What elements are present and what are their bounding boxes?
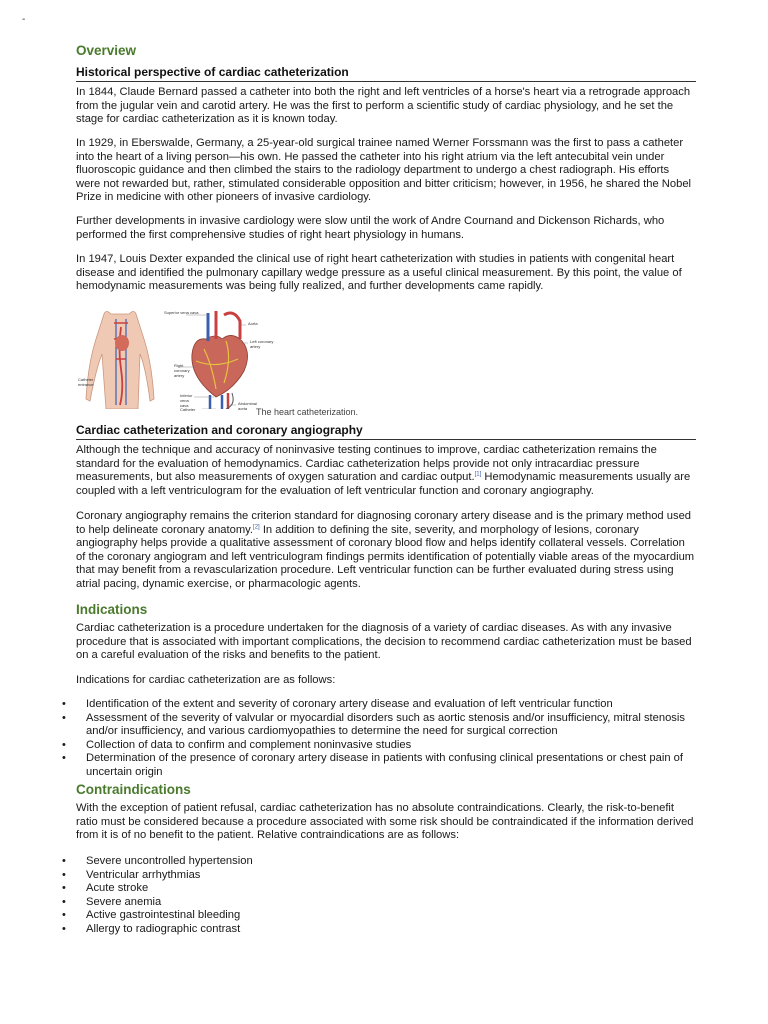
overview-heading: Overview — [76, 43, 137, 58]
list-item: • Active gastrointestinal bleeding — [76, 909, 696, 923]
indications-paragraph-2: Indications for cardiac catheterization are as follows: — [76, 674, 336, 686]
indications-paragraph-1: Cardiac catheterization is a procedure undertaken for the diagnosis of a variety of cardiac diseases. As with any invasive procedure that is associated with important complications, the decision to recommend cardiac catheterization must be based on a careful evaluation of the risks and benefits to the patient. — [76, 622, 692, 662]
list-item: • Allergy to radiographic contrast — [76, 923, 696, 937]
list-item: • Acute stroke — [76, 882, 696, 896]
label-catheter: Catheter — [180, 407, 196, 412]
label-ivc: Inferior vena cava — [180, 393, 193, 408]
list-item: • Severe anemia — [76, 896, 696, 910]
label-aorta: Aorta — [248, 321, 258, 326]
contraindications-paragraph-1: With the exception of patient refusal, cardiac catheterization has no absolute contraindications. Clearly, the risk-to-benefit ratio must be considered because a procedure associated with some risk should be contraindicated if the information derived from it is of no benefit to the patient. Relative contraindications are as follows: — [76, 802, 694, 842]
label-abdominal-aorta: Abdominal aorta — [238, 401, 257, 411]
angiography-subheading: Cardiac catheterization and coronary angiography — [76, 423, 696, 440]
list-item: • Severe uncontrolled hypertension — [76, 855, 696, 869]
list-item: • Assessment of the severity of valvular or myocardial disorders such as aortic stenosis and/or insufficiency, mitral stenosis and/or insufficiency, and various cardiomyopathies to determine the need for surgical correction — [76, 712, 696, 739]
angiography-paragraph-1: Although the technique and accuracy of noninvasive testing continues to improve, cardiac catheterization remains the standard for the evaluation of hemodynamics. Cardiac catheterization helps provide not only intracardiac pressure measurements, but also measurements of oxygen saturation and cardiac output.[1] Hemodynamic measurements usually are coupled with a left ventriculogram for the evaluation of left ventricular function and coronary angiography. — [76, 444, 691, 497]
history-paragraph-4: In 1947, Louis Dexter expanded the clinical use of right heart catheterization with studies in patients with congenital heart disease and identified the pulmonary capillary wedge pressure as a useful clinical measurement. By this point, the value of hemodynamic measurements was being fully realized, and further developments came rapidly. — [76, 253, 682, 293]
list-item: • Ventricular arrhythmias — [76, 869, 696, 883]
figure-caption: The heart catheterization. — [256, 407, 359, 417]
indications-list — [76, 698, 696, 780]
label-lca: Left coronary artery — [250, 339, 274, 349]
history-paragraph-1: In 1844, Claude Bernard passed a catheter into both the right and left ventricles of a horse's heart via a retrograde approach from the jugular vein and carotid artery. He was the first to perform a scientific study of cardiac physiology, and he set the stage for cardiac catheterization as it is known today. — [76, 86, 691, 126]
history-paragraph-3: Further developments in invasive cardiology were slow until the work of Andre Cournand and Dickenson Richards, who performed the first comprehensive studies of right heart physiology in humans. — [76, 215, 665, 241]
label-rca: Right coronary artery — [174, 363, 190, 378]
list-item: • Determination of the presence of coronary artery disease in patients with confusing clinical presentations or chest pain of uncertain origin — [76, 752, 696, 779]
contraindications-heading: Contraindications — [76, 782, 191, 797]
reference-1-link[interactable]: [1] — [474, 471, 482, 478]
history-paragraph-2: In 1929, in Eberswalde, Germany, a 25-year-old surgical trainee named Werner Forssmann was the first to pass a catheter into the heart of a living person—his own. He passed the catheter into his right atrium via the left antecubital vein under fluoroscopic guidance and then climbed the stairs to the radiology department to undergo a chest radiograph. His efforts were not rewarded but, rather, stimulated considerable opposition and bitter criticism; however, in 1956, he shared the Nobel Prize in medicine with other pioneers of invasive cardiology. — [76, 137, 692, 204]
indications-heading: Indications — [76, 602, 148, 617]
contraindications-list — [76, 855, 696, 937]
angiography-paragraph-2: Coronary angiography remains the criterion standard for diagnosing coronary artery disease and is the primary method used to help delineate coronary anatomy.[2] In addition to defining the site, severity, and morphology of lesions, coronary angiography helps provide a qualitative assessment of coronary blood flow and helps identify collateral vessels. Correlation of the coronary angiogram and left ventriculogram findings permits identification of potentially viable areas of the myocardium that may benefit from a revascularization procedure. Left ventricular function can be further evaluated during stress using atrial pacing, dynamic exercise, or pharmacologic agents. — [76, 510, 695, 590]
history-subheading: Historical perspective of cardiac catheterization — [76, 65, 696, 82]
heart-catheterization-illustration — [76, 309, 376, 409]
catheterization-figure — [76, 309, 376, 421]
list-item: • Collection of data to confirm and complement noninvasive studies — [76, 739, 696, 753]
page-mark: - — [22, 14, 26, 25]
label-catheter-entrance: Catheter entrance — [78, 377, 94, 387]
list-item: • Identification of the extent and severity of coronary artery disease and evaluation of left ventricular function — [76, 698, 696, 712]
reference-2-link[interactable]: [2] — [253, 523, 260, 530]
label-svc: Superior vena cava — [164, 310, 199, 315]
